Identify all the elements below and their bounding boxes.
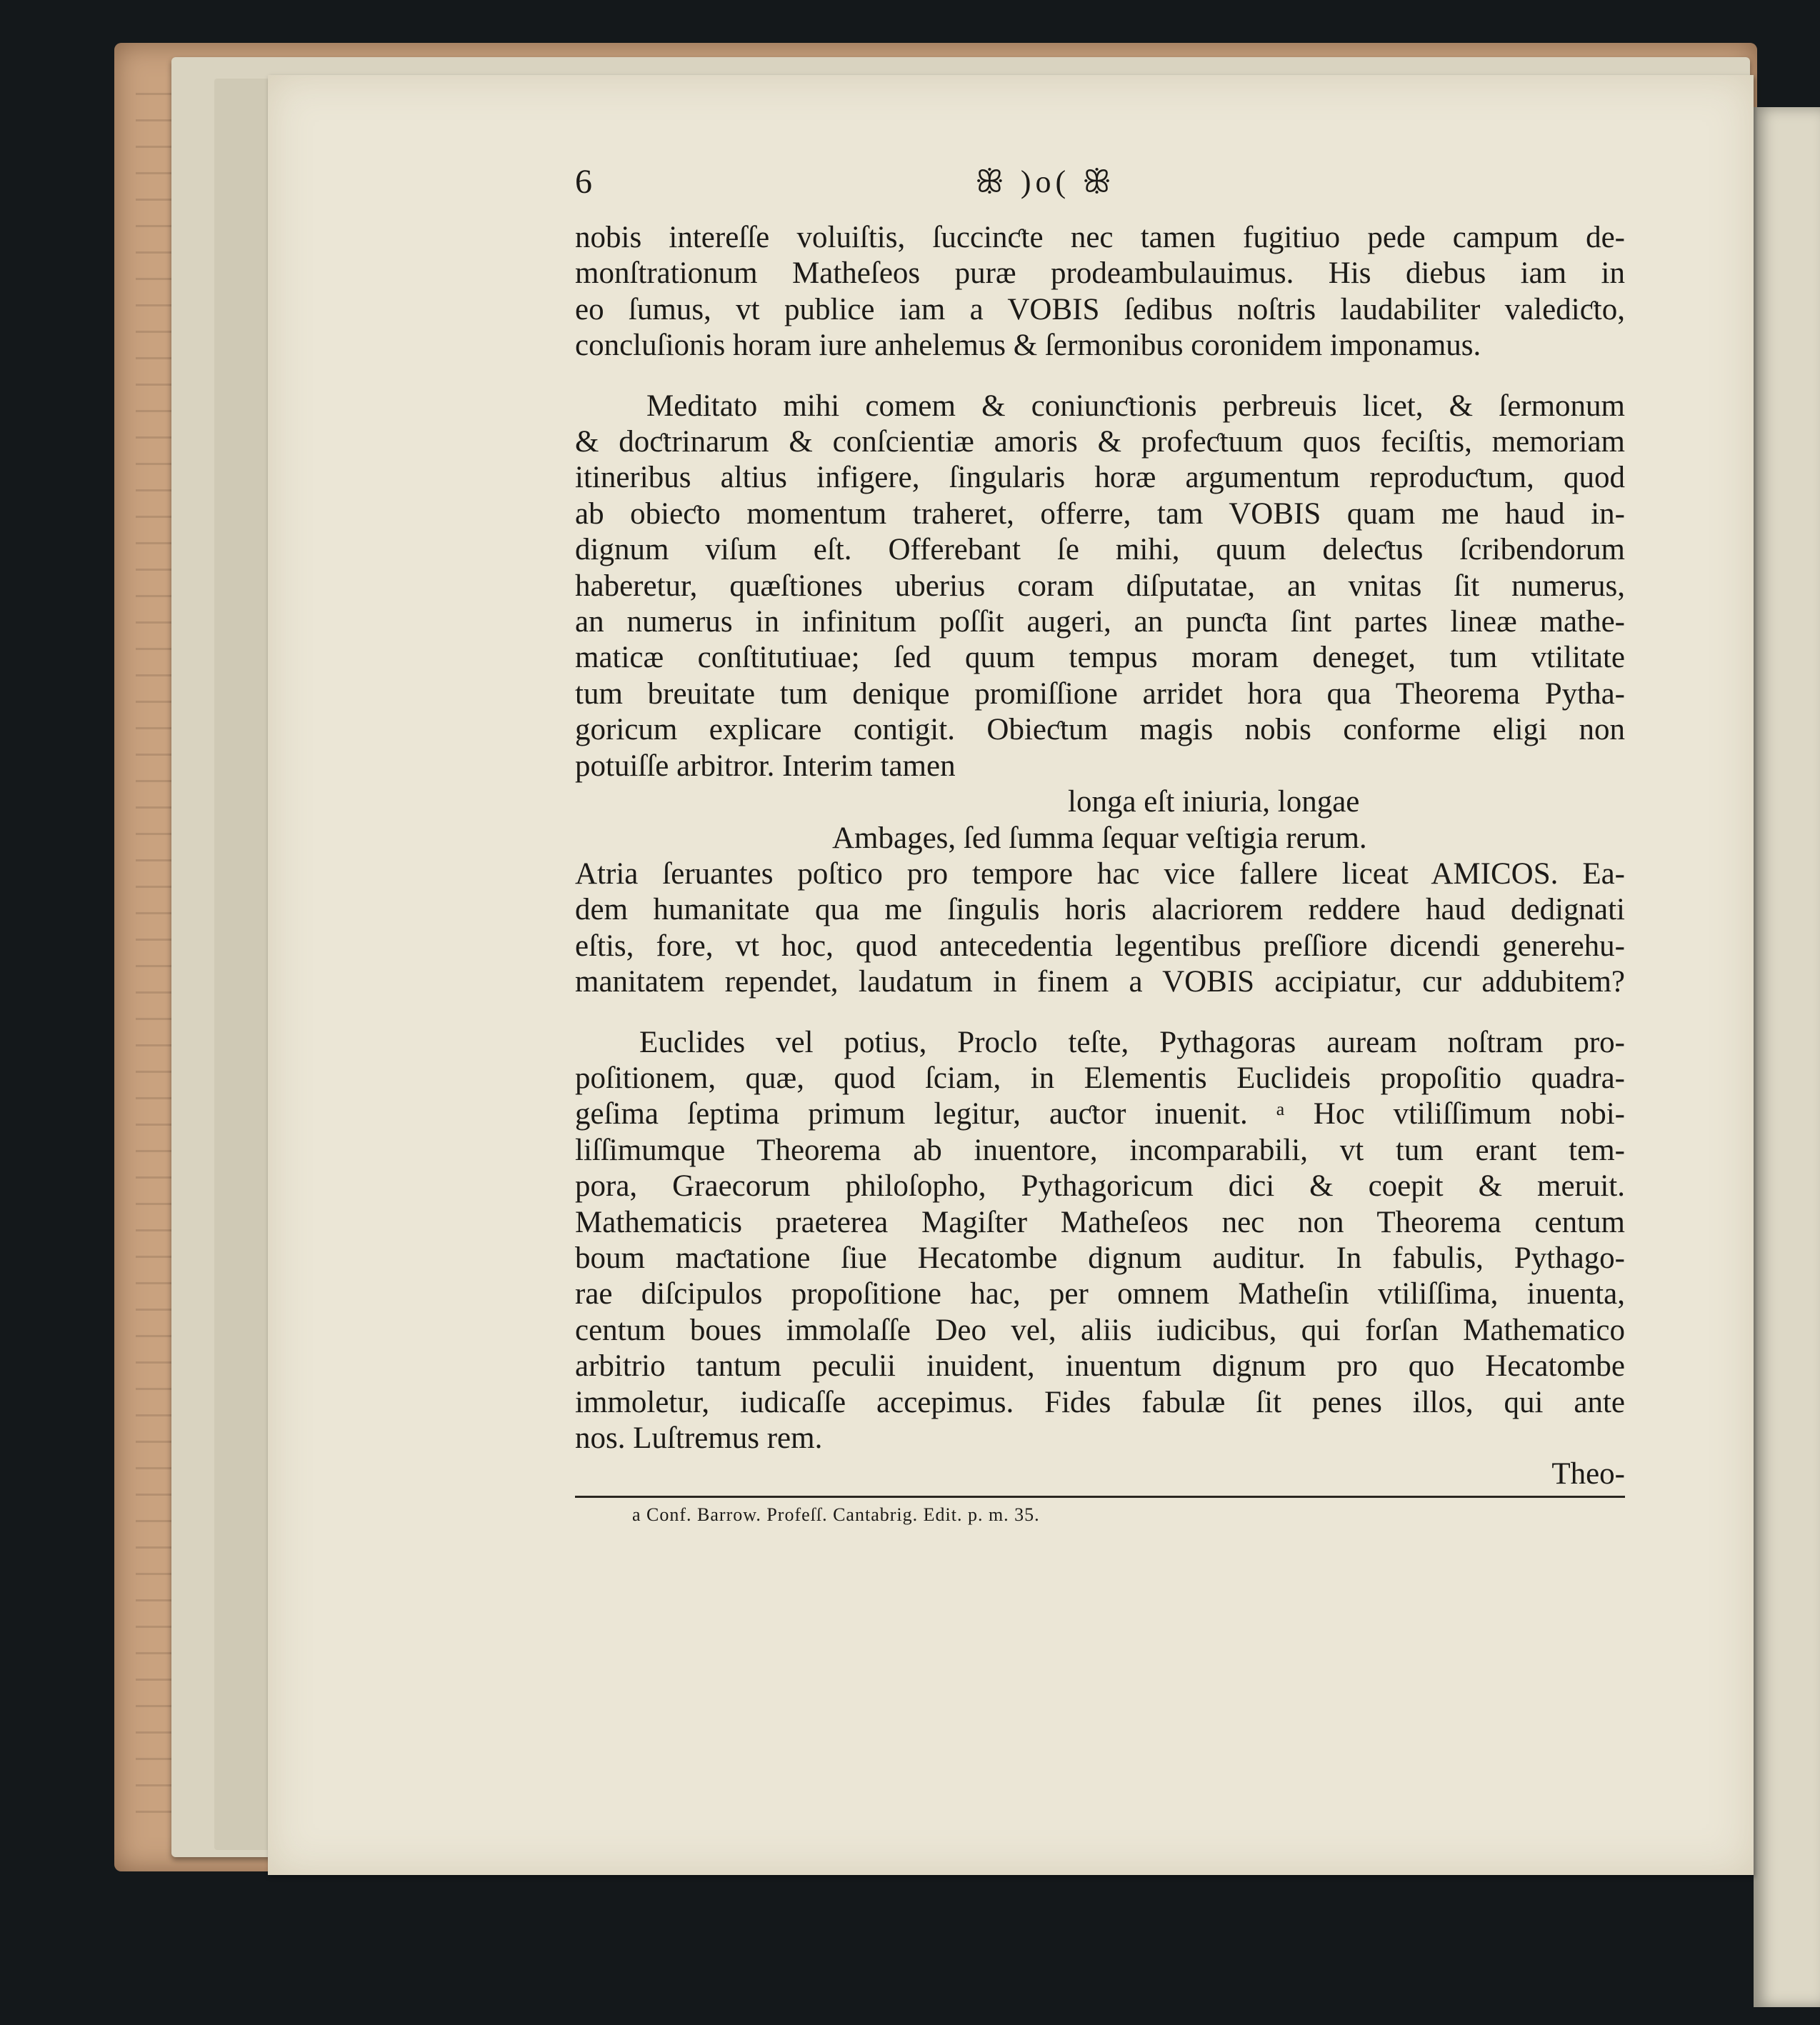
verse-quote [575,784,1625,856]
paragraph-4 [575,1025,1625,1457]
text-line: potuiſſe arbitror. Interim tamen [575,749,956,783]
text-line: maticæ conſtitutiuae; ſed quum tempus moram deneget, tum vtilitate [575,641,1625,675]
running-head [575,164,1625,214]
text-line: itineribus altius infigere, ſingularis horæ argumentum reproduƈtum, quod [575,461,1625,495]
text-line: haberetur, quæſtiones uberius coram diſputatae, an vnitas ſit numerus, [575,569,1625,603]
text-line: goricum explicare contigit. Obieƈtum magis nobis conforme eligi non [575,713,1625,747]
text-line: immoletur, iudicaſſe accepimus. Fides fabulæ ſit penes illos, qui ante [575,1385,1625,1419]
text-line: Atria ſeruantes poſtico pro tempore hac vice fallere liceat AMICOS. Ea- [575,856,1625,891]
text-line: rae diſcipulos propoſitione hac, per omnem Matheſin vtiliſſima, inuenta, [575,1277,1625,1311]
text-line: manitatem rependet, laudatum in finem a VOBIS accipiatur, cur addubitem? [575,965,1625,999]
text-line: tum breuitate tum denique promiſſione arridet hora qua Theorema Pytha- [575,676,1625,711]
text-line: nobis intereſſe voluiſtis, ſuccinƈte nec tamen fugitiuo pede campum de- [575,221,1625,254]
text-line: eſtis, fore, vt hoc, quod antecedentia legentibus preſſiore dicendi generehu- [575,929,1625,963]
text-line: eo ſumus, vt publice iam a VOBIS ſedibus noſtris laudabiliter valediƈto, [575,292,1625,326]
text-line: boum maƈtatione ſiue Hecatombe dignum auditur. In fabulis, Pythago- [575,1241,1625,1275]
text-line: concluſionis horam iure anhelemus & ſermonibus coronidem imponamus. [575,329,1481,363]
catchword: Theo- [1551,1457,1625,1491]
page-text [575,164,1625,1526]
text-line: geſima ſeptima primum legitur, auƈtor inuenit. ᵃ Hoc vtiliſſimum nobi- [575,1097,1625,1131]
text-line: dem humanitate qua me ſingulis horis alacriorem reddere haud dedignati [575,893,1625,927]
text-line: liſſimumque Theorema ab inuentore, incomparabili, vt tum erant tem- [575,1133,1625,1167]
text-line: monſtrationum Matheſeos puræ prodeambulauimus. His diebus iam in [575,256,1625,291]
text-line: nos. Luſtremus rem. [575,1421,823,1455]
text-line: centum boues immolaſſe Deo vel, aliis iudicibus, qui forſan Mathematico [575,1313,1625,1347]
paragraph-3 [575,856,1625,1001]
text-line: an numerus in infinitum poſſit augeri, an punƈta ſint partes lineæ mathe- [575,605,1625,639]
text-line: Meditato mihi comem & coniunƈtionis perbreuis licet, & ſermonum [646,389,1625,423]
facing-page-edge [1754,107,1820,2007]
text-line: arbitrio tantum peculii inuident, inuentum dignum pro quo Hecatombe [575,1349,1625,1384]
verse-line: longa eſt iniuria, longae [1068,785,1360,819]
paragraph-1 [575,220,1625,364]
ornament-header: ꕥ )o( ꕥ [975,164,1116,199]
text-line: poſitionem, quæ, quod ſciam, in Elementis Euclideis propoſitio quadra- [575,1061,1625,1095]
text-line: pora, Graecorum philoſopho, Pythagoricum dici & coepit & meruit. [575,1169,1625,1204]
text-line: Euclides vel potius, Proclo teſte, Pythagoras auream noſtram pro- [639,1025,1625,1059]
text-line: & doƈtrinarum & conſcientiæ amoris & profeƈtuum quos feciſtis, memoriam [575,425,1625,459]
text-line: dignum viſum eſt. Offerebant ſe mihi, quum deleƈtus ſcribendorum [575,533,1625,567]
text-line: ab obieƈto momentum traheret, offerre, tam VOBIS quam me haud in- [575,496,1625,531]
footnote-rule [575,1496,1625,1498]
verse-line: Ambages, ſed ſumma ſequar veſtigia rerum. [832,821,1367,855]
page-number: 6 [575,163,592,201]
text-line: Mathematicis praeterea Magiſter Matheſeos nec non Theorema centum [575,1205,1625,1239]
paragraph-2 [575,389,1625,784]
footnote: a Conf. Barrow. Profeſſ. Cantabrig. Edit. p. m. 35. [632,1504,1040,1525]
